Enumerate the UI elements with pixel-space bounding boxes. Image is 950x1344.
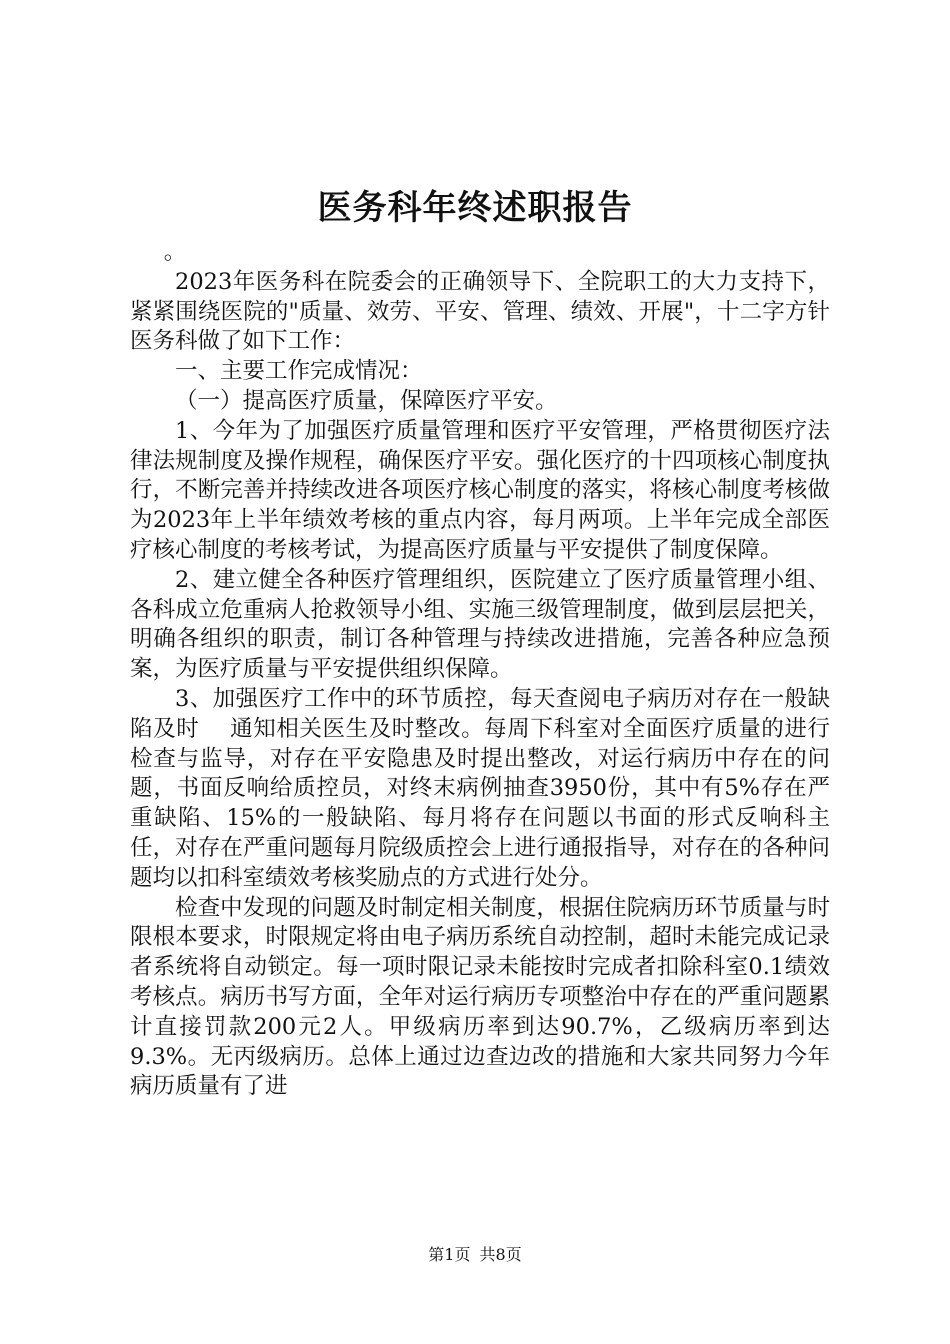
subsection-heading-quality: （一）提高医疗质量，保障医疗平安。	[175, 387, 558, 414]
paragraph-item-2: 2、建立健全各种医疗管理组织，医院建立了医疗质量管理小组、各科成立危重病人抢救领导小组、实施三级管理制度，做到层层把关，明确各组织的职责，制订各种管理与持续改进措施，完善各种应急预案，为医疗质量与平安提供组织保障。	[130, 566, 830, 683]
document-title: 医务科年终述职报告	[317, 188, 633, 228]
paragraph-inspection: 检查中发现的问题及时制定相关制度，根据住院病历环节质量与时限根本要求，时限规定将由电子病历系统自动控制，超时未能完成记录者系统将自动锁定。每一项时限记录未能按时完成者扣除科室0.1绩效考核点。病历书写方面，全年对运行病历专项整治中存在的严重问题累计直接罚款200元2人。甲级病历率到达90.7%，乙级病历率到达9.3%。无丙级病历。总体上通过边查边改的措施和大家共同努力今年病历质量有了进	[130, 894, 830, 1100]
paragraph-opening-mark: 。	[163, 239, 187, 265]
page-total: 共8页	[479, 1245, 522, 1264]
paragraph-item-1: 1、今年为了加强医疗质量管理和医疗平安管理，严格贯彻医疗法律法规制度及操作规程，确保医疗平安。强化医疗的十四项核心制度执行，不断完善并持续改进各项医疗核心制度的落实，将核心制度考核做为2023年上半年绩效考核的重点内容，每月两项。上半年完成全部医疗核心制度的考核考试，为提高医疗质量与平安提供了制度保障。	[130, 417, 830, 563]
paragraph-intro: 2023年医务科在院委会的正确领导下、全院职工的大力支持下，紧紧围绕医院的"质量、效劳、平安、管理、绩效、开展"，十二字方针医务科做了如下工作：	[130, 268, 830, 355]
page-footer	[0, 1244, 950, 1266]
paragraph-item-3: 3、加强医疗工作中的环节质控，每天查阅电子病历对存在一般缺陷及时 通知相关医生及时整改。每周下科室对全面医疗质量的进行检查与监导，对存在平安隐患及时提出整改，对运行病历中存在的问题，书面反响给质控员，对终末病例抽查3950份，其中有5%存在严重缺陷、15%的一般缺陷、每月将存在问题以书面的形式反响科主任，对存在严重问题每月院级质控会上进行通报指导，对存在的各种问题均以扣科室绩效考核奖励点的方式进行处分。	[130, 685, 830, 891]
document-body	[130, 238, 830, 1102]
page-number: 第1页	[428, 1245, 471, 1264]
section-heading-main-work: 一、主要工作完成情况：	[175, 358, 423, 385]
